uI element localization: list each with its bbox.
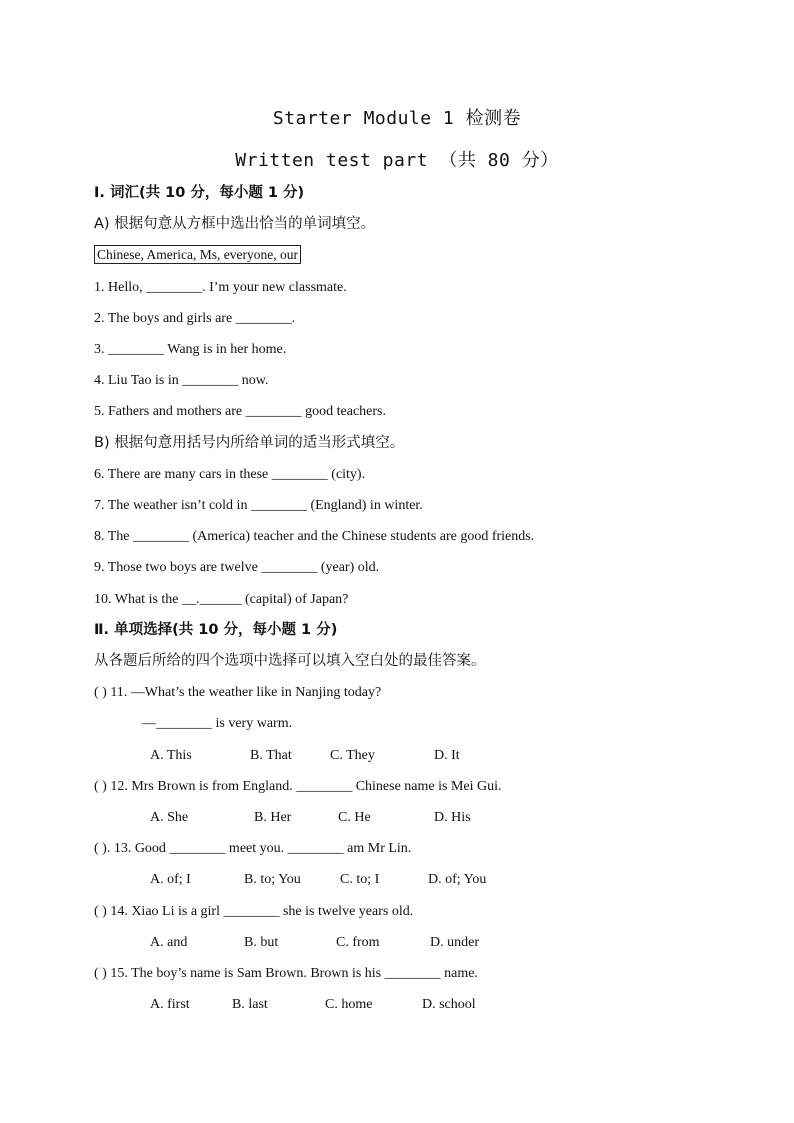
q15-option-d: D. school — [422, 997, 476, 1012]
question-14: ( ) 14. Xiao Li is a girl ________ she is twelve years old. — [94, 904, 414, 919]
section-1-heading: Ⅰ. 词汇(共 10 分，每小题 1 分) — [94, 185, 305, 201]
q13-option-d: D. of; You — [428, 872, 487, 887]
question-5: 5. Fathers and mothers are ________ good teachers. — [94, 404, 386, 419]
q13-option-b: B. to; You — [244, 872, 301, 887]
q13-option-a: A. of; I — [150, 872, 191, 887]
question-12: ( ) 12. Mrs Brown is from England. ________ Chinese name is Mei Gui. — [94, 779, 502, 794]
section-2-instruction: 从各题后所给的四个选项中选择可以填入空白处的最佳答案。 — [94, 653, 486, 669]
section-2-heading: Ⅱ. 单项选择(共 10 分，每小题 1 分) — [94, 622, 338, 638]
question-1: 1. Hello, ________. I’m your new classmate. — [94, 280, 347, 295]
page-title: Starter Module 1 检测卷 — [272, 108, 522, 129]
word-box — [94, 246, 301, 265]
question-11-answer-line: —________ is very warm. — [142, 716, 293, 731]
q14-option-d: D. under — [430, 935, 479, 950]
page-subtitle: Written test part （共 80 分） — [235, 150, 559, 171]
q13-option-c: C. to; I — [340, 872, 380, 887]
q14-option-a: A. and — [150, 935, 188, 950]
q12-option-c: C. He — [338, 810, 371, 825]
question-6: 6. There are many cars in these ________ (city). — [94, 467, 366, 482]
question-4: 4. Liu Tao is in ________ now. — [94, 373, 269, 388]
q14-option-b: B. but — [244, 935, 279, 950]
part-a-instruction: A) 根据句意从方框中选出恰当的单词填空。 — [94, 216, 376, 232]
q12-option-b: B. Her — [254, 810, 292, 825]
q15-option-a: A. first — [150, 997, 190, 1012]
q12-option-d: D. His — [434, 810, 471, 825]
q11-option-c: C. They — [330, 748, 375, 763]
q12-option-a: A. She — [150, 810, 189, 825]
q15-option-c: C. home — [325, 997, 373, 1012]
q11-option-b: B. That — [250, 748, 292, 763]
part-b-instruction: B) 根据句意用括号内所给单词的适当形式填空。 — [94, 435, 405, 451]
question-11: ( ) 11. —What’s the weather like in Nanjing today? — [94, 685, 382, 700]
question-15: ( ) 15. The boy’s name is Sam Brown. Brown is his ________ name. — [94, 966, 478, 981]
question-13: ( ). 13. Good ________ meet you. ________ am Mr Lin. — [94, 841, 412, 856]
question-9: 9. Those two boys are twelve ________ (year) old. — [94, 560, 380, 575]
q14-option-c: C. from — [336, 935, 380, 950]
q11-option-a: A. This — [150, 748, 192, 763]
question-3: 3. ________ Wang is in her home. — [94, 342, 287, 357]
question-10: 10. What is the __.______ (capital) of Japan? — [94, 592, 349, 607]
question-8: 8. The ________ (America) teacher and the Chinese students are good friends. — [94, 529, 535, 544]
word-box-text: Chinese, America, Ms, everyone, our — [94, 245, 301, 264]
q11-option-d: D. It — [434, 748, 460, 763]
q15-option-b: B. last — [232, 997, 268, 1012]
question-2: 2. The boys and girls are ________. — [94, 311, 296, 326]
question-7: 7. The weather isn’t cold in ________ (England) in winter. — [94, 498, 423, 513]
